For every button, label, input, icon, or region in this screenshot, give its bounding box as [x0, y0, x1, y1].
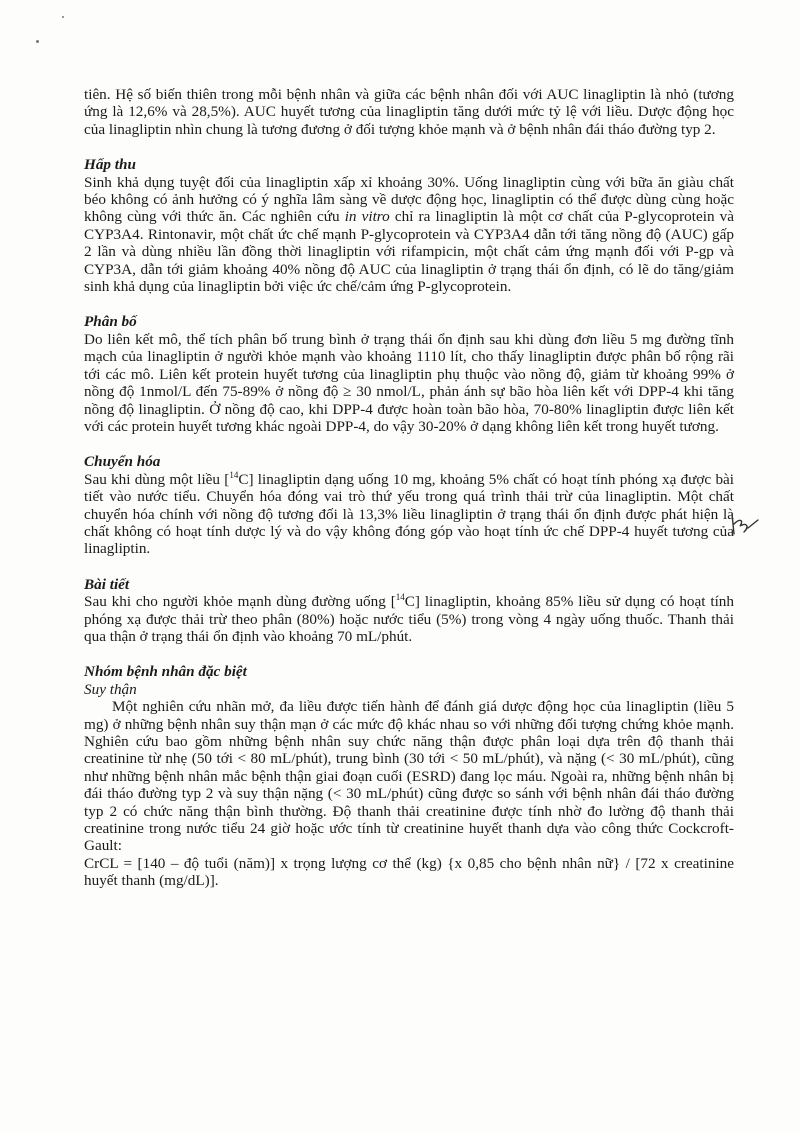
heading-hap-thu: Hấp thu	[84, 156, 136, 174]
scan-speck	[36, 40, 39, 43]
heading-phan-bo: Phân bố	[84, 313, 137, 331]
formula-crcl: CrCL = [140 – độ tuổi (năm)] x trọng lượng cơ thể (kg) {x 0,85 cho bệnh nhân nữ} / [72 x creatinine huyết thanh (mg/dL)].	[84, 854, 734, 890]
handwritten-initial-mark	[728, 510, 762, 540]
heading-bai-tiet: Bài tiết	[84, 575, 130, 593]
paragraph-bai-tiet: Sau khi cho người khỏe mạnh dùng đường uống [$^{14}$C] linagliptin, khoảng 85% liều sử dụng có hoạt tính phóng xạ được thải trừ theo phân (80%) hoặc nước tiểu (5%) trong vòng 4 ngày uống thuốc. Thanh thải qua thận ở trạng thái ổn định vào khoảng 70 mL/phút.	[84, 592, 734, 645]
document-page	[84, 86, 734, 890]
heading-nhom-benh-nhan: Nhóm bệnh nhân đặc biệt	[84, 663, 247, 681]
paragraph-chuyen-hoa: Sau khi dùng một liều [$^{14}$C] linagliptin dạng uống 10 mg, khoảng 5% chất có hoạt tính phóng xạ được bài tiết vào nước tiểu. Chuyển hóa đóng vai trò thứ yếu trong quá trình thải trừ của linagliptin. Một chất chuyển hóa chính với nồng độ tương đối là 13,3% liều linagliptin ở trạng thái ổn định được phát hiện là chất không có hoạt tính dược lý và do vậy không đóng góp vào hoạt tính ức chế DPP-4 huyết tương của linagliptin.	[84, 469, 734, 558]
paragraph-phan-bo: Do liên kết mô, thể tích phân bố trung bình ở trạng thái ổn định sau khi dùng đơn liều 5 mg đường tĩnh mạch của linagliptin ở người khỏe mạnh vào khoảng 1110 lít, cho thấy linagliptin được phân bố rộng rãi tới các mô. Liên kết protein huyết tương của linagliptin phụ thuộc vào nồng độ, giảm từ khoảng 99% ở nồng độ 1nmol/L đến 75-89% ở nồng độ ≥ 30 nmol/L, phản ánh sự bão hòa liên kết với DPP-4 khi tăng nồng độ linagliptin. Ở nồng độ cao, khi DPP-4 được hoàn toàn bão hòa, 70-80% linagliptin được liên kết với các protein huyết tương khác ngoài DPP-4, do vậy 30-20% ở dạng không liên kết trong huyết tương.	[84, 330, 734, 435]
intro-paragraph: tiên. Hệ số biến thiên trong mỗi bệnh nhân và giữa các bệnh nhân đối với AUC linagliptin là nhỏ (tương ứng là 12,6% và 28,5%). AUC huyết tương của linagliptin tăng dưới mức tỷ lệ với liều. Dược động học của linagliptin nhìn chung là tương đương ở đối tượng khỏe mạnh và ở bệnh nhân đái tháo đường typ 2.	[84, 86, 734, 138]
scan-speck	[62, 16, 64, 18]
paragraph-suy-than: Một nghiên cứu nhãn mở, đa liều được tiến hành để đánh giá dược động học của linagliptin (liều 5 mg) ở những bệnh nhân suy thận mạn ở các mức độ khác nhau so với những đối tượng chứng khỏe mạnh. Nghiên cứu bao gồm những bệnh nhân suy chức năng thận được phân loại dựa trên độ thanh thải creatinine từ nhẹ (50 tới < 80 mL/phút), trung bình (30 tới < 50 mL/phút), và nặng (< 30 mL/phút), cũng như những bệnh nhân mắc bệnh thận giai đoạn cuối (ESRD) đang lọc máu. Ngoài ra, những bệnh nhân bị đái tháo đường typ 2 và suy thận nặng (< 30 mL/phút) cũng được so sánh với bệnh nhân đái tháo đường typ 2 có chức năng thận bình thường. Độ thanh thải creatinine được tính nhờ đo lường độ thanh thải creatinine trong nước tiểu 24 giờ hoặc ước tính từ creatinine huyết thanh dựa vào công thức Cockcroft-Gault:	[84, 698, 734, 855]
paragraph-hap-thu: Sinh khả dụng tuyệt đối của linagliptin xấp xỉ khoảng 30%. Uống linagliptin cùng với bữa ăn giàu chất béo không có ảnh hưởng có ý nghĩa lâm sàng về dược động học, linagliptin có thể được dùng cùng hoặc không cùng với thức ăn. Các nghiên cứu in vitro chỉ ra linagliptin là một cơ chất của P-glycoprotein và CYP3A4. Rintonavir, một chất ức chế mạnh P-glycoprotein và CYP3A4 dẫn tới tăng nồng độ (AUC) gấp 2 lần và dùng nhiều lần đồng thời linagliptin với rifampicin, một chất cảm ứng mạnh đối với P-gp và CYP3A, dẫn tới giảm khoảng 40% nồng độ AUC của linagliptin ở trạng thái ổn định, có lẽ do tăng/giảm sinh khả dụng của linagliptin bởi việc ức chế/cảm ứng P-glycoprotein.	[84, 173, 735, 296]
subheading-suy-than: Suy thận	[84, 680, 137, 698]
heading-chuyen-hoa: Chuyển hóa	[84, 453, 161, 471]
